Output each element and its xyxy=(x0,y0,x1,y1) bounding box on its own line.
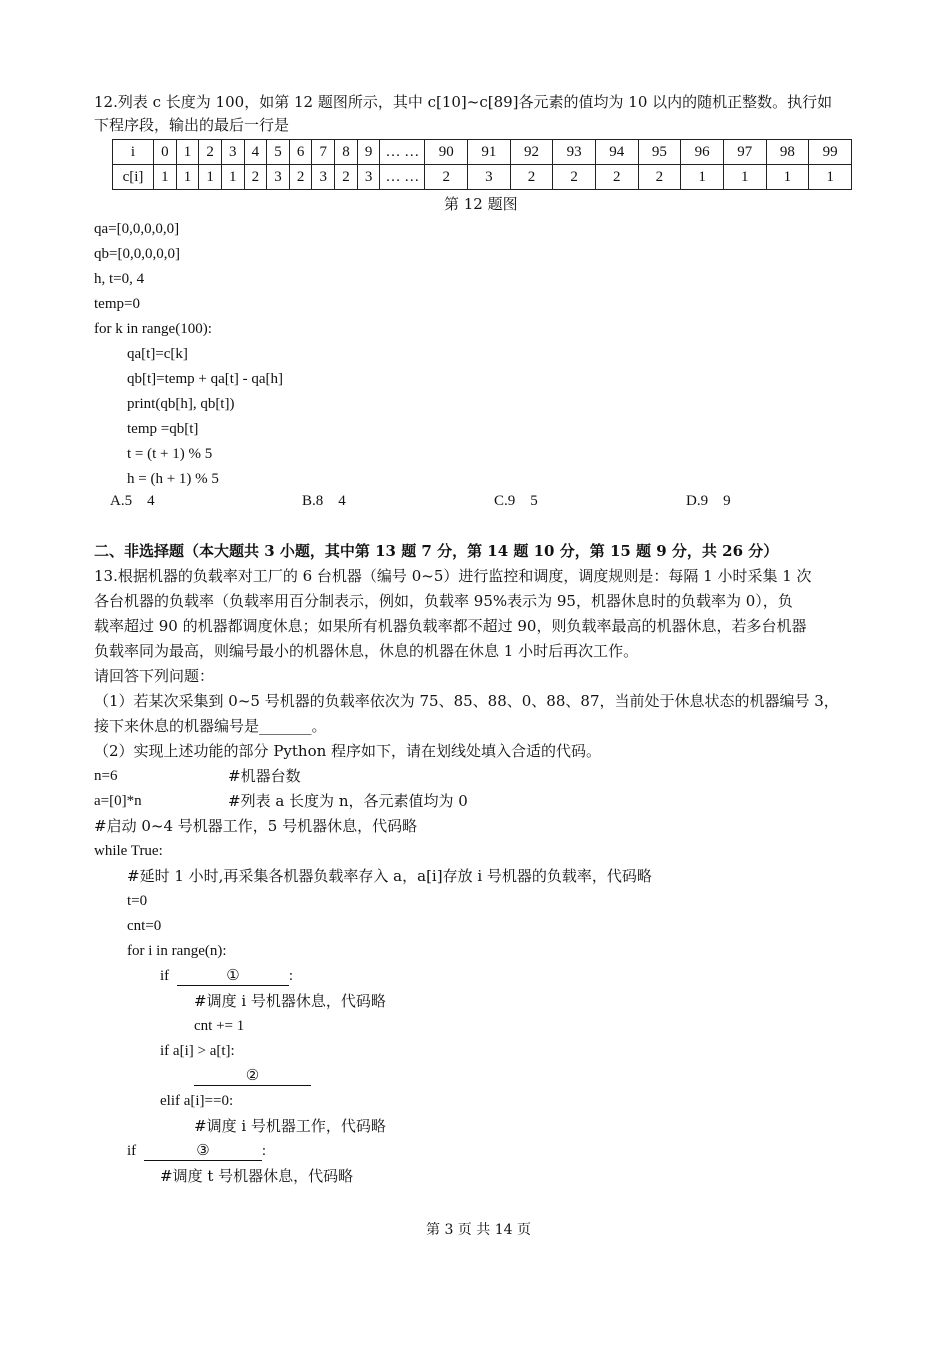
table-cell: c[i] xyxy=(113,165,154,190)
table-cell: 1 xyxy=(723,165,766,190)
q12-code-line: temp=0 xyxy=(94,296,140,312)
table-cell: i xyxy=(113,140,154,165)
table-cell: 95 xyxy=(638,140,681,165)
table-cell: 96 xyxy=(681,140,724,165)
colon: : xyxy=(261,1143,267,1159)
blank-3[interactable]: ③ xyxy=(144,1142,262,1161)
q13-code-line: elif a[i]==0: xyxy=(160,1093,234,1109)
option-d: D.9 9 xyxy=(686,493,731,509)
page-footer: 第 3 页 共 14 页 xyxy=(426,1222,531,1238)
table-cell: 3 xyxy=(267,165,290,190)
q12-code-line: qb=[0,0,0,0,0] xyxy=(94,246,180,262)
q12-code-line: h, t=0, 4 xyxy=(94,271,145,287)
table-cell: 1 xyxy=(176,165,199,190)
q13-stem-line: 请回答下列问题： xyxy=(94,667,215,685)
q12-code-line: for k in range(100): xyxy=(94,321,212,337)
q13-code-line: n=6 xyxy=(94,768,118,784)
table-cell: 2 xyxy=(244,165,267,190)
if-keyword: if xyxy=(127,1143,137,1159)
q12-table xyxy=(112,139,852,190)
table-cell: 3 xyxy=(221,140,244,165)
table-cell: 91 xyxy=(468,140,511,165)
q13-code-comment: #启动 0~4 号机器工作，5 号机器休息，代码略 xyxy=(94,817,418,835)
table-cell: 1 xyxy=(681,165,724,190)
table-cell: 1 xyxy=(154,165,177,190)
q12-stem-line2: 下程序段，输出的最后一行是 xyxy=(94,116,290,134)
q13-stem-line: 各台机器的负载率（负载率用百分制表示，例如，负载率 95%表示为 95，机器休息时的负载率为 0），负 xyxy=(94,592,793,610)
table-cell: 8 xyxy=(335,140,358,165)
q12-code-line: temp =qb[t] xyxy=(127,421,199,437)
q13-code-comment: #调度 i 号机器工作，代码略 xyxy=(194,1117,386,1135)
table-cell: 2 xyxy=(638,165,681,190)
q13-code-line: for i in range(n): xyxy=(127,943,227,959)
table-cell: 0 xyxy=(154,140,177,165)
table-cell: 7 xyxy=(312,140,335,165)
option-b: B.8 4 xyxy=(302,493,346,509)
table-cell: 94 xyxy=(595,140,638,165)
table-cell: 2 xyxy=(510,165,553,190)
table-cell: 2 xyxy=(199,140,222,165)
q13-stem-line: 负载率同为最高，则编号最小的机器休息，休息的机器在休息 1 小时后再次工作。 xyxy=(94,642,639,660)
q13-code-comment: #调度 t 号机器休息，代码略 xyxy=(160,1167,354,1185)
table-cell: 99 xyxy=(809,140,852,165)
table-cell: 6 xyxy=(289,140,312,165)
table-cell: 93 xyxy=(553,140,596,165)
blank-1[interactable]: ① xyxy=(177,967,289,986)
q12-code-line: qb[t]=temp + qa[t] - qa[h] xyxy=(127,371,284,387)
table-cell: 2 xyxy=(335,165,358,190)
q12-code-line: print(qb[h], qb[t]) xyxy=(127,396,235,412)
table-cell: 1 xyxy=(809,165,852,190)
table-cell: … … xyxy=(380,140,425,165)
if-keyword: if xyxy=(160,968,170,984)
q13-blank1-line xyxy=(160,966,293,986)
q13-stem-line: 载率超过 90 的机器都调度休息；如果所有机器负载率都不超过 90，则负载率最高的机器休息，若多台机器 xyxy=(94,617,807,635)
table-cell: 3 xyxy=(312,165,335,190)
q13-code-comment: #延时 1 小时,再采集各机器负载率存入 a，a[i]存放 i 号机器的负载率，代码略 xyxy=(127,867,652,885)
table-cell: 2 xyxy=(595,165,638,190)
table-cell: 92 xyxy=(510,140,553,165)
q12-stem-line1: 12.列表 c 长度为 100，如第 12 题图所示，其中 c[10]~c[89]各元素的值均为 10 以内的随机正整数。执行如 xyxy=(94,93,833,111)
table-cell: 4 xyxy=(244,140,267,165)
q13-stem-line: 接下来休息的机器编号是_______。 xyxy=(94,717,327,735)
q13-blank3-line xyxy=(127,1141,266,1161)
table-row-values xyxy=(113,165,852,190)
option-a: A.5 4 xyxy=(110,493,155,509)
q13-code-line: t=0 xyxy=(127,893,148,909)
table-cell: 3 xyxy=(357,165,380,190)
q13-code-line: if a[i] > a[t]: xyxy=(160,1043,235,1059)
table-cell: 1 xyxy=(176,140,199,165)
q12-code-line: qa[t]=c[k] xyxy=(127,346,188,362)
q13-stem-line: （2）实现上述功能的部分 Python 程序如下，请在划线处填入合适的代码。 xyxy=(94,742,602,760)
table-cell: 5 xyxy=(267,140,290,165)
table-cell: 2 xyxy=(425,165,468,190)
table-row-index xyxy=(113,140,852,165)
table-cell: … … xyxy=(380,165,425,190)
q13-code-comment: #列表 a 长度为 n，各元素值均为 0 xyxy=(228,792,468,810)
colon: : xyxy=(288,968,294,984)
table-cell: 98 xyxy=(766,140,809,165)
q13-stem-line: （1）若某次采集到 0~5 号机器的负载率依次为 75、85、88、0、88、87，当前处于休息状态的机器编号 3， xyxy=(94,692,839,710)
table-cell: 1 xyxy=(221,165,244,190)
q13-code-comment: #调度 i 号机器休息，代码略 xyxy=(194,992,386,1010)
q13-stem-line: 13.根据机器的负载率对工厂的 6 台机器（编号 0~5）进行监控和调度，调度规则是：每隔 1 小时采集 1 次 xyxy=(94,567,812,585)
q13-code-line: cnt += 1 xyxy=(194,1018,245,1034)
table-cell: 97 xyxy=(723,140,766,165)
table-cell: 9 xyxy=(357,140,380,165)
table-cell: 2 xyxy=(289,165,312,190)
q13-code-line: while True: xyxy=(94,843,163,859)
table-cell: 2 xyxy=(553,165,596,190)
q12-code-line: qa=[0,0,0,0,0] xyxy=(94,221,180,237)
table-cell: 90 xyxy=(425,140,468,165)
q13-blank2-line xyxy=(194,1066,311,1086)
section-heading: 二、非选择题（本大题共 3 小题，其中第 13 题 7 分，第 14 题 10 分，第 15 题 9 分，共 26 分） xyxy=(94,542,779,560)
q12-code-line: t = (t + 1) % 5 xyxy=(127,446,213,462)
table-cell: 1 xyxy=(199,165,222,190)
q13-code-line: cnt=0 xyxy=(127,918,162,934)
q12-code-line: h = (h + 1) % 5 xyxy=(127,471,219,487)
q13-code-comment: #机器台数 xyxy=(228,767,301,785)
option-c: C.9 5 xyxy=(494,493,538,509)
q13-code-line: a=[0]*n xyxy=(94,793,142,809)
table-cell: 3 xyxy=(468,165,511,190)
table-cell: 1 xyxy=(766,165,809,190)
q12-figure-caption: 第 12 题图 xyxy=(444,195,518,213)
blank-2[interactable]: ② xyxy=(194,1067,311,1086)
